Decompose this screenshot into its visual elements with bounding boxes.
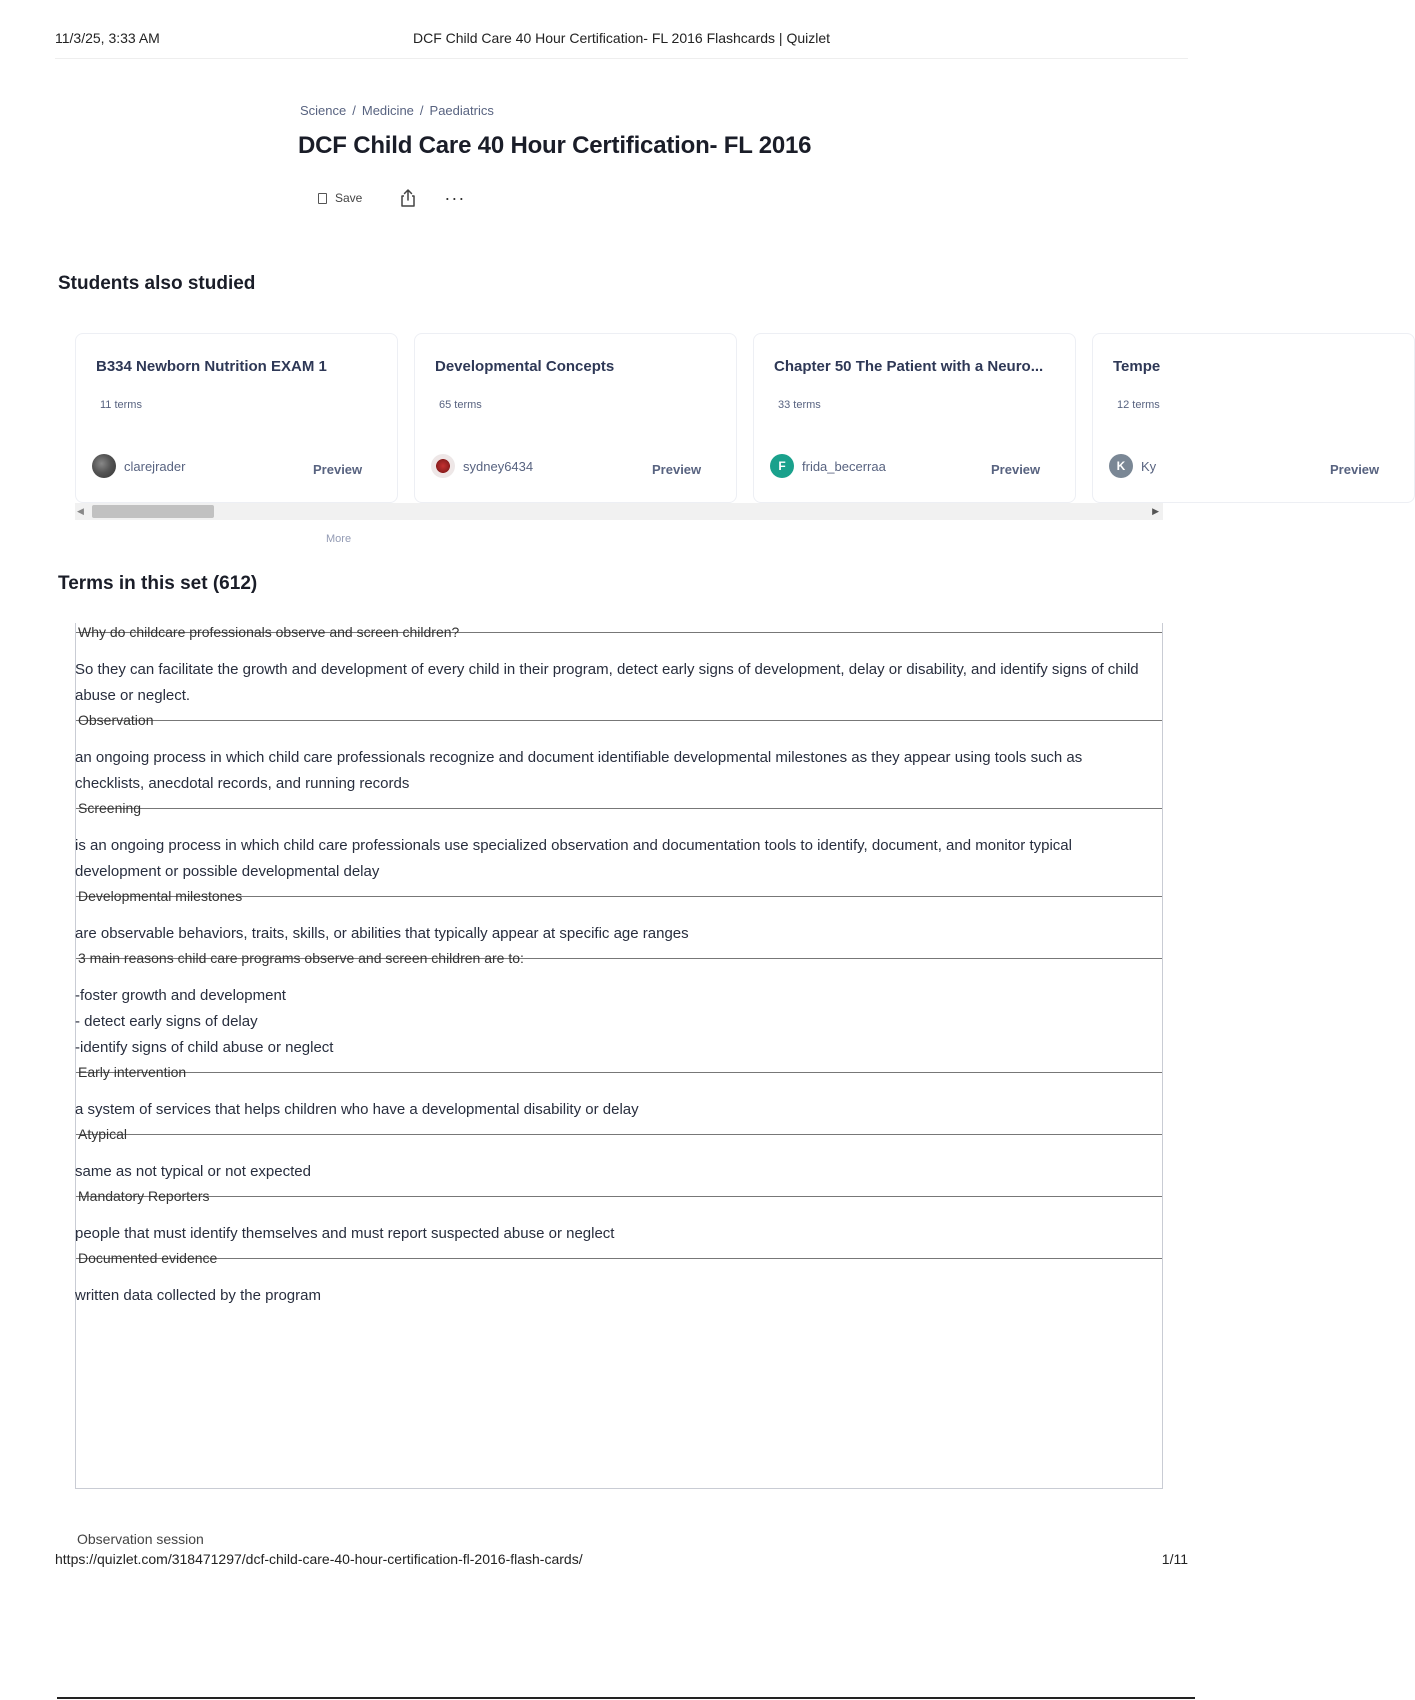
term-definition: are observable behaviors, traits, skills, or abilities that typically appear at specific age ranges [75, 925, 689, 942]
card-author[interactable] [770, 454, 886, 478]
term-definition: -foster growth and development - detect early signs of delay -identify signs of child abuse or neglect [75, 987, 334, 1056]
term-definition: people that must identify themselves and must report suspected abuse or neglect [75, 1225, 615, 1242]
card-title: B334 Newborn Nutrition EXAM 1 [96, 358, 327, 375]
term-row [76, 711, 1162, 799]
related-set-card[interactable] [75, 333, 398, 503]
term-row [76, 1125, 1162, 1187]
set-actions [318, 188, 465, 208]
preview-button[interactable]: Preview [991, 462, 1041, 477]
breadcrumb-paediatrics[interactable]: Paediatrics [429, 103, 494, 118]
term-word: 3 main reasons child care programs observe and screen children are to: [76, 949, 1162, 969]
card-title: Developmental Concepts [435, 358, 615, 375]
breadcrumb-science[interactable]: Science [300, 103, 347, 118]
next-term-partial: Observation session [77, 1531, 204, 1547]
term-row [76, 1187, 1162, 1249]
related-set-card[interactable] [753, 333, 1076, 503]
page-bottom-divider [57, 1697, 1195, 1699]
breadcrumb [300, 103, 494, 118]
card-author[interactable] [92, 454, 185, 478]
avatar [431, 454, 455, 478]
avatar: K [1109, 454, 1133, 478]
more-options-icon[interactable]: ··· [444, 188, 466, 208]
term-word: Mandatory Reporters [76, 1187, 1162, 1207]
scrollbar-thumb[interactable] [92, 505, 214, 518]
related-sets-carousel [75, 333, 1380, 503]
term-definition: an ongoing process in which child care professionals recognize and document identifiable developmental milestones as they appear using tools such as checklists, anecdotal records, and running records [75, 749, 1083, 792]
print-header-divider [55, 58, 1188, 59]
term-row [76, 1063, 1162, 1125]
term-word: Why do childcare professionals observe and screen children? [76, 623, 1162, 643]
term-definition: So they can facilitate the growth and development of every child in their program, detect early signs of development, delay or disability, and identify signs of child abuse or neglect. [75, 661, 1139, 704]
term-row [76, 887, 1162, 949]
preview-button[interactable]: Preview [313, 462, 363, 477]
card-term-count: 12 terms [1117, 399, 1160, 411]
related-set-card[interactable] [414, 333, 737, 503]
terms-list [75, 623, 1163, 1489]
more-link[interactable]: More [326, 533, 352, 545]
term-row [76, 623, 1162, 711]
share-icon[interactable] [398, 188, 418, 208]
term-definition: written data collected by the program [75, 1287, 321, 1304]
term-word: Documented evidence [76, 1249, 1162, 1269]
term-word: Atypical [76, 1125, 1162, 1145]
save-button[interactable] [318, 191, 362, 205]
print-page-title: DCF Child Care 40 Hour Certification- FL 2016 Flashcards | Quizlet [412, 30, 831, 46]
term-word: Screening [76, 799, 1162, 819]
preview-button[interactable]: Preview [1330, 462, 1380, 477]
term-row [76, 799, 1162, 887]
card-username: clarejrader [124, 458, 186, 474]
card-title: Chapter 50 The Patient with a Neuro... [774, 358, 1044, 375]
scroll-right-arrow-icon[interactable]: ▶ [1152, 506, 1159, 516]
card-username: Ky [1141, 458, 1157, 474]
students-also-studied-heading: Students also studied [58, 273, 256, 294]
card-username: sydney6434 [463, 458, 534, 474]
print-url: https://quizlet.com/318471297/dcf-child-care-40-hour-certification-fl-2016-flash-cards/ [55, 1551, 583, 1567]
carousel-scrollbar[interactable] [75, 503, 1163, 520]
breadcrumb-separator: / [352, 103, 356, 118]
term-definition: a system of services that helps children who have a developmental disability or delay [75, 1101, 639, 1118]
print-header [55, 30, 1188, 50]
card-author[interactable] [431, 454, 533, 478]
related-set-card[interactable] [1092, 333, 1415, 503]
terms-heading: Terms in this set (612) [58, 573, 258, 594]
card-username: frida_becerraa [802, 458, 886, 474]
card-author[interactable] [1109, 454, 1156, 478]
term-row [76, 1249, 1162, 1311]
breadcrumb-separator: / [419, 103, 424, 118]
term-definition: is an ongoing process in which child care professionals use specialized observation and documentation tools to identify, document, and monitor typical development or possible developmental delay [75, 837, 1072, 880]
print-datetime: 11/3/25, 3:33 AM [55, 30, 160, 46]
term-word: Observation [76, 711, 1162, 731]
card-term-count: 11 terms [100, 399, 142, 411]
save-label: Save [335, 191, 363, 205]
card-term-count: 65 terms [439, 399, 482, 411]
card-term-count: 33 terms [778, 399, 821, 411]
term-word: Developmental milestones [76, 887, 1162, 907]
page-title: DCF Child Care 40 Hour Certification- FL 2016 [298, 132, 812, 159]
term-word: Early intervention [76, 1063, 1162, 1083]
card-title: Tempe [1113, 358, 1161, 375]
preview-button[interactable]: Preview [652, 462, 702, 477]
term-row [76, 949, 1162, 1063]
bookmark-icon [318, 193, 327, 204]
scroll-left-arrow-icon[interactable]: ◀ [77, 506, 84, 516]
avatar: F [770, 454, 794, 478]
breadcrumb-medicine[interactable]: Medicine [361, 103, 414, 118]
print-page-number: 1/11 [1161, 1551, 1188, 1567]
term-definition: same as not typical or not expected [75, 1163, 311, 1180]
avatar [92, 454, 116, 478]
